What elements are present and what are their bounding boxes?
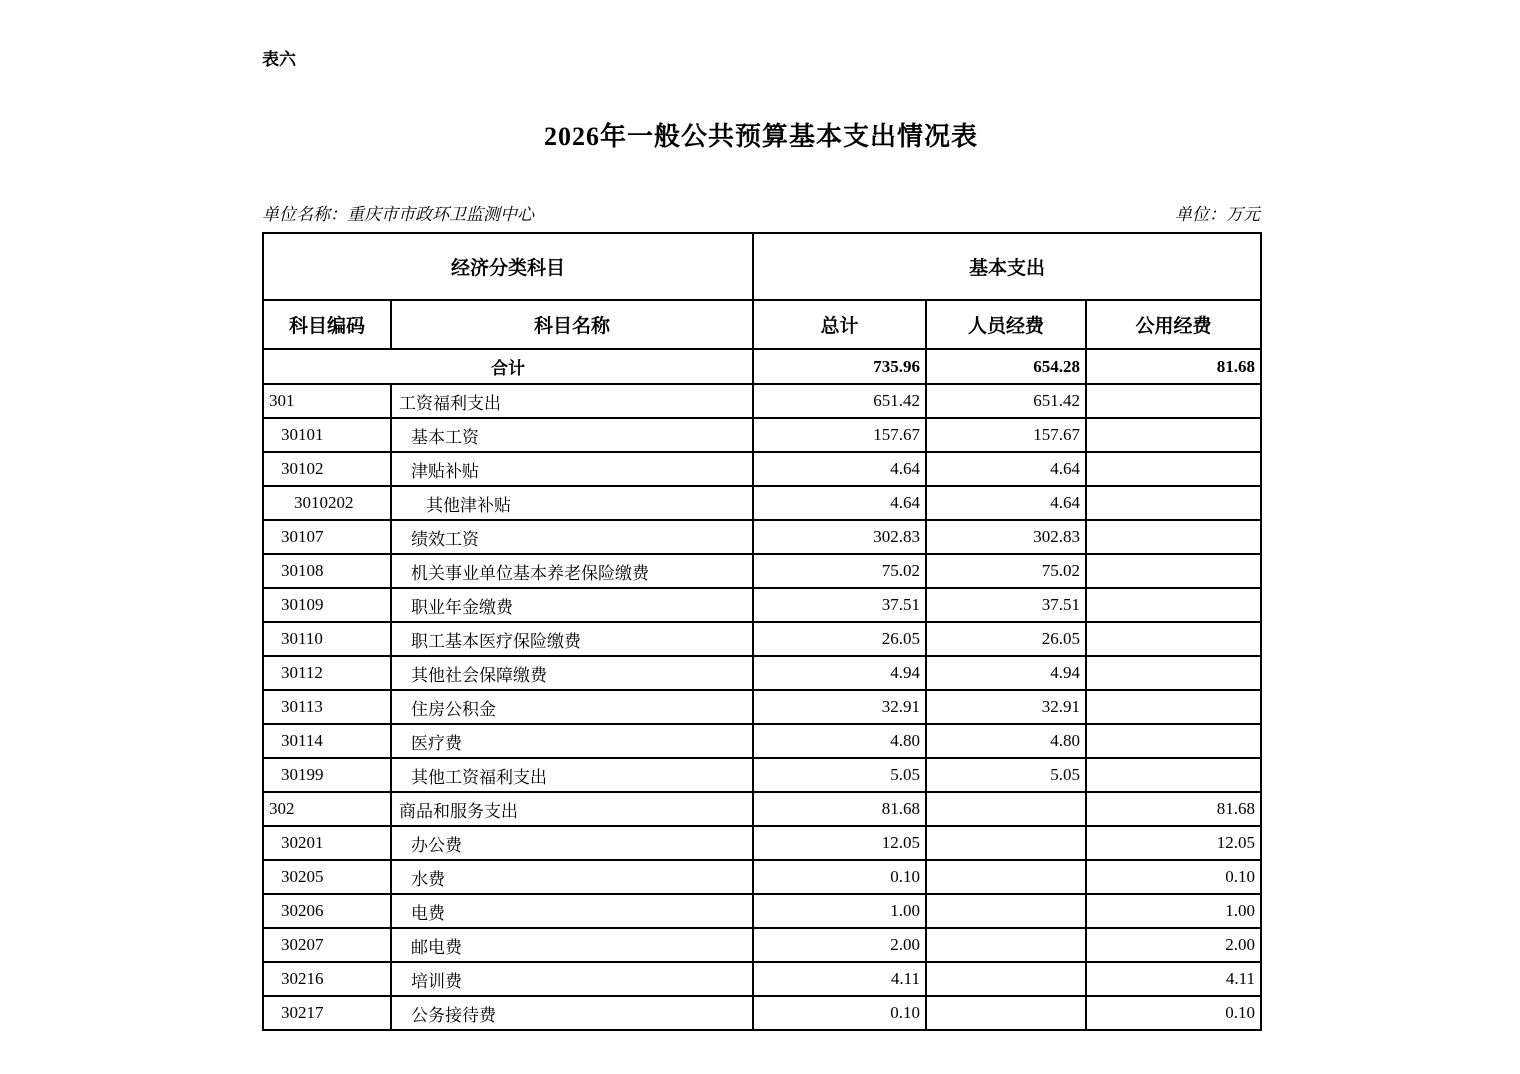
personnel-funds-cell: 4.64 — [926, 452, 1086, 486]
public-funds-cell: 0.10 — [1086, 860, 1261, 894]
public-funds-cell — [1086, 554, 1261, 588]
total-value-cell: 5.05 — [753, 758, 926, 792]
document-page — [262, 50, 1260, 1031]
public-funds-cell — [1086, 452, 1261, 486]
subject-name-cell: 工资福利支出 — [391, 384, 753, 418]
subject-name-cell: 培训费 — [391, 962, 753, 996]
public-funds-cell: 4.11 — [1086, 962, 1261, 996]
table-row — [263, 758, 1261, 792]
budget-table — [262, 232, 1262, 1031]
table-row — [263, 690, 1261, 724]
table-row — [263, 452, 1261, 486]
subject-code-cell: 30110 — [263, 622, 391, 656]
public-funds-cell — [1086, 690, 1261, 724]
subject-name-cell: 其他津补贴 — [391, 486, 753, 520]
column-header-row — [263, 300, 1261, 349]
total-value-cell: 0.10 — [753, 996, 926, 1030]
table-row — [263, 554, 1261, 588]
subject-code-cell: 301 — [263, 384, 391, 418]
unit-name-label: 单位名称：重庆市市政环卫监测中心 — [262, 205, 534, 224]
table-row — [263, 860, 1261, 894]
total-value-cell: 26.05 — [753, 622, 926, 656]
personnel-funds-cell: 157.67 — [926, 418, 1086, 452]
subject-code-cell: 30112 — [263, 656, 391, 690]
table-row — [263, 826, 1261, 860]
total-value-cell: 75.02 — [753, 554, 926, 588]
public-funds-cell — [1086, 656, 1261, 690]
public-funds-cell: 1.00 — [1086, 894, 1261, 928]
public-funds-cell: 2.00 — [1086, 928, 1261, 962]
total-value-cell: 651.42 — [753, 384, 926, 418]
total-row-public-value: 81.68 — [1086, 349, 1261, 384]
subject-code-cell: 3010202 — [263, 486, 391, 520]
public-funds-cell: 12.05 — [1086, 826, 1261, 860]
subject-name-cell: 医疗费 — [391, 724, 753, 758]
total-value-cell: 81.68 — [753, 792, 926, 826]
total-value-cell: 4.11 — [753, 962, 926, 996]
total-value-cell: 37.51 — [753, 588, 926, 622]
table-row — [263, 588, 1261, 622]
total-row-label: 合计 — [263, 349, 753, 384]
public-funds-cell — [1086, 724, 1261, 758]
subject-code-cell: 30201 — [263, 826, 391, 860]
personnel-funds-cell: 651.42 — [926, 384, 1086, 418]
subject-code-cell: 30199 — [263, 758, 391, 792]
subject-code-cell: 30102 — [263, 452, 391, 486]
subject-name-cell: 水费 — [391, 860, 753, 894]
column-header-public-funds: 公用经费 — [1086, 300, 1261, 349]
personnel-funds-cell — [926, 792, 1086, 826]
total-value-cell: 4.64 — [753, 486, 926, 520]
total-value-cell: 4.80 — [753, 724, 926, 758]
subject-code-cell: 30101 — [263, 418, 391, 452]
table-row — [263, 996, 1261, 1030]
public-funds-cell — [1086, 622, 1261, 656]
total-value-cell: 2.00 — [753, 928, 926, 962]
subject-code-cell: 30107 — [263, 520, 391, 554]
personnel-funds-cell — [926, 894, 1086, 928]
group-header-row — [263, 233, 1261, 300]
public-funds-cell: 81.68 — [1086, 792, 1261, 826]
column-header-total: 总计 — [753, 300, 926, 349]
total-value-cell: 1.00 — [753, 894, 926, 928]
personnel-funds-cell: 4.94 — [926, 656, 1086, 690]
total-row-personnel-value: 654.28 — [926, 349, 1086, 384]
subject-name-cell: 机关事业单位基本养老保险缴费 — [391, 554, 753, 588]
personnel-funds-cell — [926, 962, 1086, 996]
total-value-cell: 4.64 — [753, 452, 926, 486]
column-header-subject-code: 科目编码 — [263, 300, 391, 349]
table-row — [263, 894, 1261, 928]
personnel-funds-cell — [926, 860, 1086, 894]
table-number-label: 表六 — [262, 50, 296, 69]
subject-code-cell: 30205 — [263, 860, 391, 894]
subject-code-cell: 30217 — [263, 996, 391, 1030]
subject-code-cell: 30206 — [263, 894, 391, 928]
subject-name-cell: 公务接待费 — [391, 996, 753, 1030]
total-row-total-value: 735.96 — [753, 349, 926, 384]
subject-name-cell: 津贴补贴 — [391, 452, 753, 486]
personnel-funds-cell: 302.83 — [926, 520, 1086, 554]
personnel-funds-cell: 75.02 — [926, 554, 1086, 588]
table-row — [263, 486, 1261, 520]
column-header-personnel-funds: 人员经费 — [926, 300, 1086, 349]
public-funds-cell — [1086, 418, 1261, 452]
personnel-funds-cell: 37.51 — [926, 588, 1086, 622]
subject-code-cell: 30207 — [263, 928, 391, 962]
personnel-funds-cell — [926, 928, 1086, 962]
subject-name-cell: 电费 — [391, 894, 753, 928]
subject-code-cell: 302 — [263, 792, 391, 826]
total-value-cell: 302.83 — [753, 520, 926, 554]
personnel-funds-cell: 4.80 — [926, 724, 1086, 758]
public-funds-cell — [1086, 384, 1261, 418]
table-row — [263, 962, 1261, 996]
total-value-cell: 4.94 — [753, 656, 926, 690]
subject-name-cell: 其他社会保障缴费 — [391, 656, 753, 690]
table-row — [263, 792, 1261, 826]
column-group-economic-classification: 经济分类科目 — [263, 233, 753, 300]
total-value-cell: 157.67 — [753, 418, 926, 452]
total-row — [263, 349, 1261, 384]
unit-money-label: 单位：万元 — [1175, 205, 1260, 224]
page-title: 2026年一般公共预算基本支出情况表 — [543, 122, 978, 151]
subject-code-cell: 30108 — [263, 554, 391, 588]
personnel-funds-cell: 4.64 — [926, 486, 1086, 520]
public-funds-cell — [1086, 486, 1261, 520]
subject-name-cell: 住房公积金 — [391, 690, 753, 724]
subject-name-cell: 职业年金缴费 — [391, 588, 753, 622]
total-value-cell: 32.91 — [753, 690, 926, 724]
subject-name-cell: 办公费 — [391, 826, 753, 860]
subject-code-cell: 30113 — [263, 690, 391, 724]
table-row — [263, 724, 1261, 758]
subject-name-cell: 邮电费 — [391, 928, 753, 962]
column-header-subject-name: 科目名称 — [391, 300, 753, 349]
table-row — [263, 656, 1261, 690]
public-funds-cell — [1086, 588, 1261, 622]
subject-code-cell: 30114 — [263, 724, 391, 758]
subject-name-cell: 职工基本医疗保险缴费 — [391, 622, 753, 656]
table-row — [263, 928, 1261, 962]
subject-name-cell: 商品和服务支出 — [391, 792, 753, 826]
personnel-funds-cell: 32.91 — [926, 690, 1086, 724]
meta-row — [262, 204, 1260, 226]
total-value-cell: 0.10 — [753, 860, 926, 894]
personnel-funds-cell — [926, 996, 1086, 1030]
subject-name-cell: 绩效工资 — [391, 520, 753, 554]
personnel-funds-cell: 5.05 — [926, 758, 1086, 792]
public-funds-cell: 0.10 — [1086, 996, 1261, 1030]
table-row — [263, 520, 1261, 554]
subject-code-cell: 30109 — [263, 588, 391, 622]
personnel-funds-cell — [926, 826, 1086, 860]
public-funds-cell — [1086, 520, 1261, 554]
personnel-funds-cell: 26.05 — [926, 622, 1086, 656]
subject-code-cell: 30216 — [263, 962, 391, 996]
table-row — [263, 622, 1261, 656]
column-group-basic-expenditure: 基本支出 — [753, 233, 1261, 300]
table-row — [263, 384, 1261, 418]
table-row — [263, 418, 1261, 452]
subject-name-cell: 基本工资 — [391, 418, 753, 452]
total-value-cell: 12.05 — [753, 826, 926, 860]
table-body — [263, 349, 1261, 1030]
subject-name-cell: 其他工资福利支出 — [391, 758, 753, 792]
public-funds-cell — [1086, 758, 1261, 792]
